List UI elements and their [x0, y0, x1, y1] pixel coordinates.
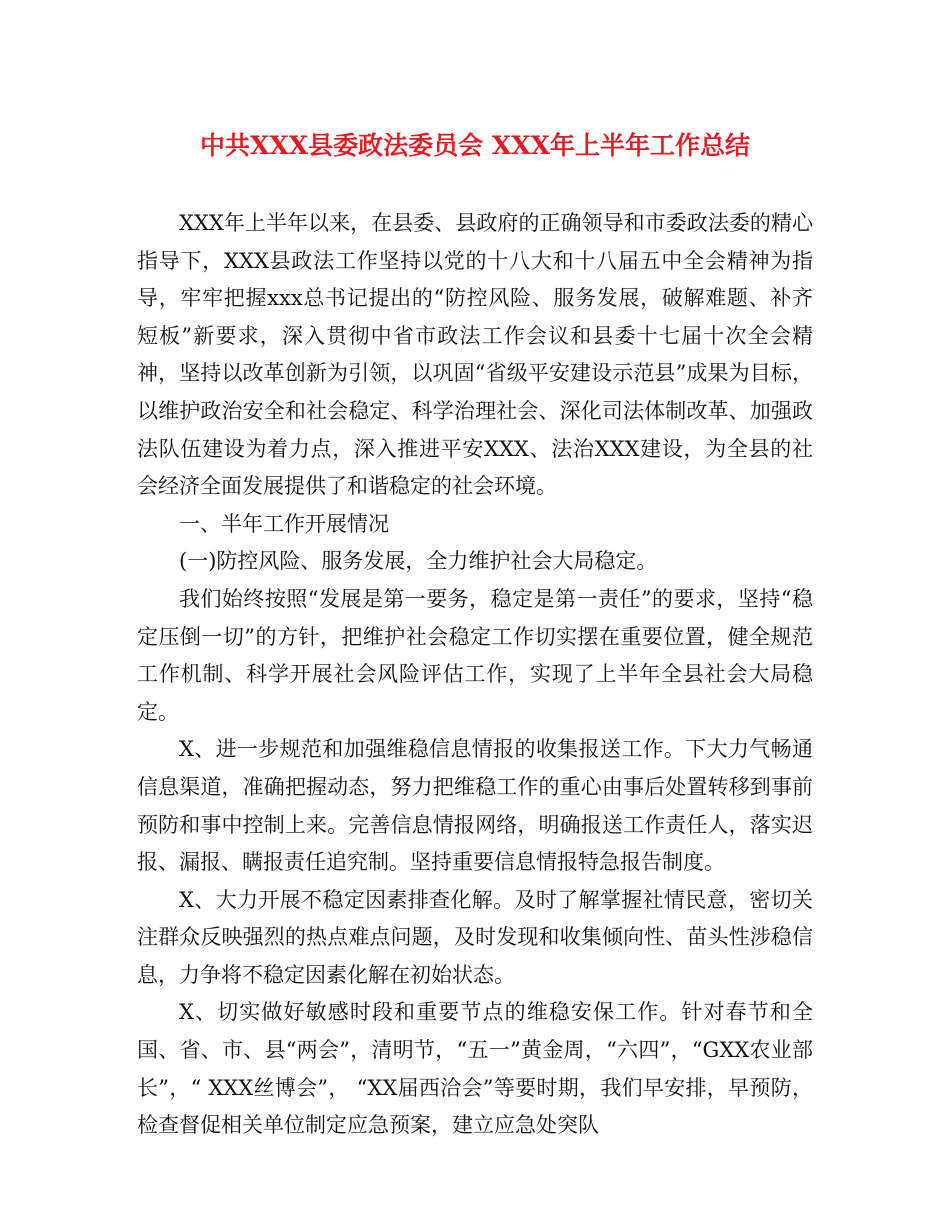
paragraph: X、进一步规范和加强维稳信息情报的收集报送工作。下大力气畅通信息渠道，准确把握动态，努力把维稳工作的重心由事后处置转移到事前预防和事中控制上来。完善信息情报网络，明确报送工作责任人，落实迟报、漏报、瞒报责任追究制。坚持重要信息情报特急报告制度。 [137, 737, 813, 875]
subsection-heading: (一)防控风险、服务发展，全力维护社会大局稳定。 [179, 549, 658, 574]
paragraph: X、切实做好敏感时段和重要节点的维稳安保工作。针对春节和全国、省、市、县“两会”，清明节，“五一”黄金周，“六四”，“GXX农业部长”，“ XXX丝博会”， “XX届西洽会”等要时期，我们早安排，早预防，检查督促相关单位制定应急预案，建立应急处突队 [137, 1000, 813, 1138]
document-title: 中共XXX县委政法委员会 XXX年上半年工作总结 [199, 131, 751, 160]
section-heading: 一、半年工作开展情况 [179, 511, 389, 536]
paragraph: X、大力开展不稳定因素排查化解。及时了解掌握社情民意，密切关注群众反映强烈的热点难点问题，及时发现和收集倾向性、苗头性涉稳信息，力争将不稳定因素化解在初始状态。 [137, 887, 813, 987]
document-body [137, 205, 813, 1145]
paragraph: 我们始终按照“发展是第一要务，稳定是第一责任”的要求，坚持“稳定压倒一切”的方针，把维护社会稳定工作切实摆在重要位置，健全规范工作机制、科学开展社会风险评估工作，实现了上半年全县社会大局稳定。 [137, 586, 813, 724]
paragraph: XXX年上半年以来，在县委、县政府的正确领导和市委政法委的精心指导下，XXX县政法工作坚持以党的十八大和十八届五中全会精神为指导，牢牢把握xxx总书记提出的“防控风险、服务发展，破解难题、补齐短板”新要求，深入贯彻中省市政法工作会议和县委十七届十次全会精神，坚持以改革创新为引领，以巩固“省级平安建设示范县”成果为目标，以维护政治安全和社会稳定、科学治理社会、深化司法体制改革、加强政法队伍建设为着力点，深入推进平安XXX、法治XXX建设，为全县的社会经济全面发展提供了和谐稳定的社会环境。 [137, 211, 813, 499]
